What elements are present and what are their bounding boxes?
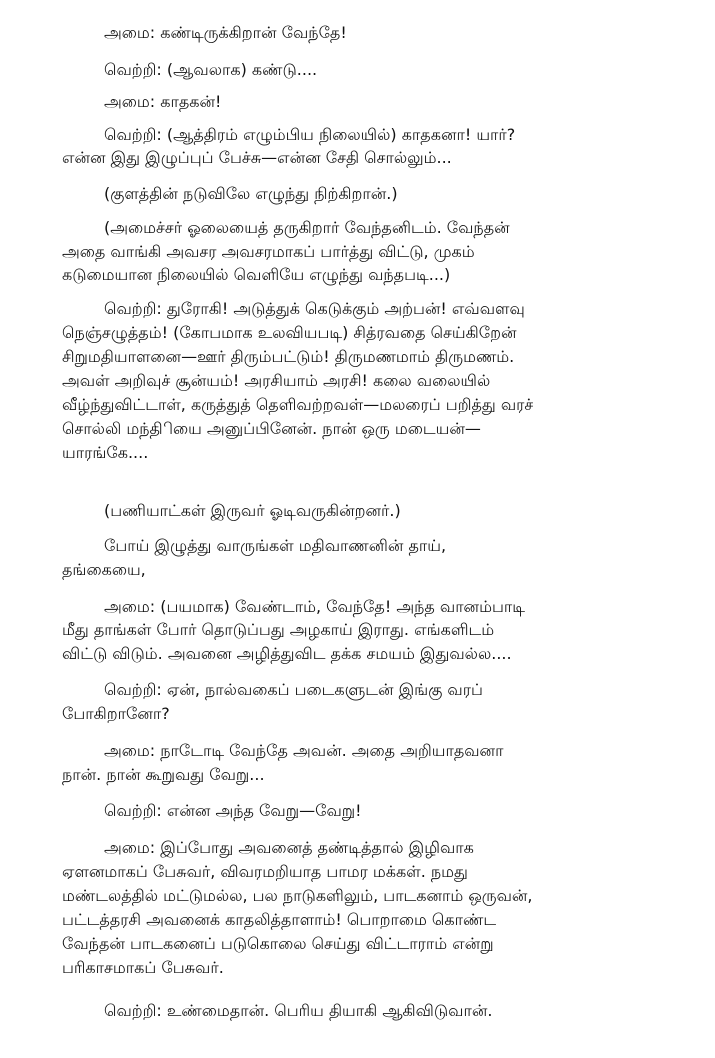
stage-direction: அதை வாங்கி அவசர அவசரமாகப் பார்த்து விட்டு, முகம் [62,242,475,261]
text-line: ஏளனமாகப் பேசுவர், விவரமறியாத பாமர மக்கள். நமது [62,862,468,881]
text-line: அமை: கண்டிருக்கிறான் வேந்தே! [104,23,347,42]
stage-direction: (பணியாட்கள் இருவர் ஓடிவருகின்றனர்.) [104,501,401,520]
text-line: யாரங்கே.... [62,443,149,462]
text-line: விட்டு விடும். அவனை அழித்துவிட தக்க சமயம் இதுவல்ல.... [62,644,512,663]
text-line: பரிகாசமாகப் பேசுவர். [62,958,224,977]
text-line: சிறுமதியாளனை—ஊர் திரும்பட்டும்! திருமணமாம் திருமணம். [62,347,515,366]
text-line: நான். நான் கூறுவது வேறு... [62,765,265,784]
text-line: வெற்றி: துரோகி! அடுத்துக் கெடுக்கும் அற்பன்! எவ்வளவு [104,299,525,318]
text-line: வெற்றி: என்ன அந்த வேறு—வேறு! [104,801,362,820]
stage-direction: கடுமையான நிலையில் வெளியே எழுந்து வந்தபடி...) [62,265,451,284]
text-line: வெற்றி: உண்மைதான். பெரிய தியாகி ஆகிவிடுவான். [104,1001,493,1020]
text-line: அமை: காதகன்! [104,92,222,111]
text-line: அமை: (பயமாக) வேண்டாம், வேந்தே! அந்த வானம்பாடி [104,597,525,616]
text-line: அவள் அறிவுச் சூன்யம்! அரசியாம் அரசி! கலை வலையில் [62,371,491,390]
stage-direction: (குளத்தின் நடுவிலே எழுந்து நிற்கிறான்.) [104,184,398,203]
text-line: அமை: இப்போது அவனைத் தண்டித்தால் இழிவாக [104,838,474,857]
stage-direction: (அமைச்சர் ஓலையைத் தருகிறார் வேந்தனிடம். வேந்தன் [104,218,510,237]
text-line: வெற்றி: ஏன், நால்வகைப் படைகளுடன் இங்கு வரப் [104,680,483,699]
text-line: என்ன இது இழுப்புப் பேச்சு—என்ன சேதி சொல்லும்... [62,148,452,167]
text-line: தங்கையை, [62,560,146,579]
text-line: வீழ்ந்துவிட்டாள், கருத்துத் தெளிவற்றவள்—மலரைப் பறித்து வரச் [62,395,534,414]
text-line: நெஞ்சழுத்தம்! (கோபமாக உலவியபடி) சித்ரவதை செய்கிறேன் [62,323,517,342]
text-line: போகிறானோ? [62,704,170,723]
text-line: வெற்றி: (ஆவலாக) கண்டு.... [104,60,318,79]
text-line: சொல்லி மந்திியை அனுப்பினேன். நான் ஒரு மடையன்— [62,419,481,438]
text-line: அமை: நாடோடி வேந்தே அவன். அதை அறியாதவனா [104,741,504,760]
text-line: வேந்தன் பாடகனைப் படுகொலை செய்து விட்டாராம் என்று [62,934,494,953]
text-line: மீது தாங்கள் போர் தொடுப்பது அழகாய் இராது. எங்களிடம் [62,620,495,639]
text-line: போய் இழுத்து வாருங்கள் மதிவாணனின் தாய், [104,536,447,555]
text-line: வெற்றி: (ஆத்திரம் எழும்பிய நிலையில்) காதகனா! யார்? [104,125,516,144]
text-line: பட்டத்தரசி அவனைக் காதலித்தாளாம்! பொறாமை கொண்ட [62,910,497,929]
text-line: மண்டலத்தில் மட்டுமல்ல, பல நாடுகளிலும், பாடகனாம் ஒருவன், [62,886,533,905]
